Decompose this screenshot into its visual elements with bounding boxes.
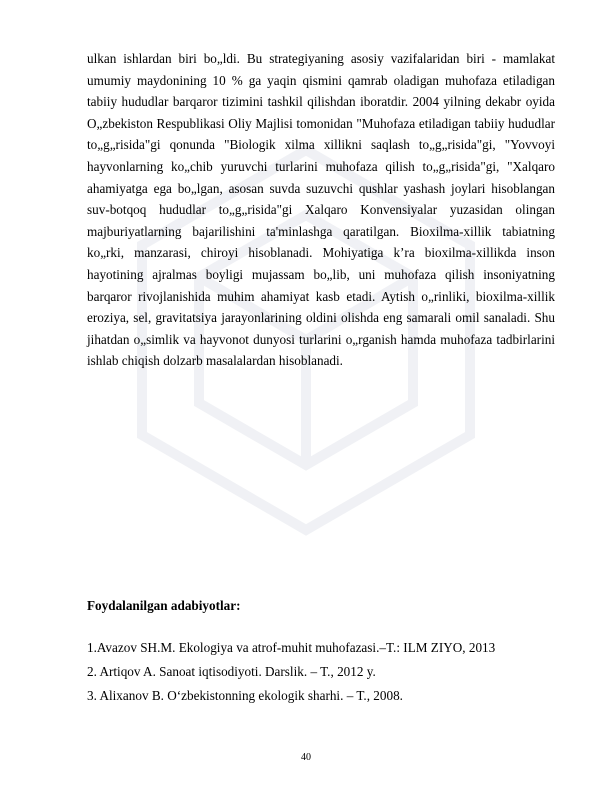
references-list — [87, 636, 557, 708]
references-heading: Foydalanilgan adabiyotlar: — [87, 598, 241, 613]
page-number: 40 — [301, 752, 311, 763]
reference-item: 1.Avazov SH.M. Ekologiya va atrof-muhit muhofazasi.–T.: ILM ZIYO, 2013 — [87, 640, 496, 655]
reference-item: 3. Alixanov B. O‘zbekistonning ekologik sharhi. – T., 2008. — [87, 688, 403, 703]
body-paragraph: ulkan ishlardan biri bo„ldi. Bu strategiyaning asosiy vazifalaridan biri - mamlakat umumiy maydonining 10 % ga yaqin qismini qamrab oladigan muhofaza etiladigan tabiiy hududlar barqaror tizimini tashkil qilishdan iboratdir. 2004 yilning dekabr oyida O„zbekiston Respublikasi Oliy Majlisi tomonidan "Muhofaza etiladigan tabiiy hududlar to„g„risida"gi qonunda "Biologik xilma xillikni saqlash to„g„risida"gi, "Yovvoyi hayvonlarning ko„chib yuruvchi turlarini muhofaza qilish to„g„risida"gi, "Xalqaro ahamiyatga ega bo„lgan, asosan suvda suzuvchi qushlar yashash joylari hisoblangan suv-botqoq hududlar to„g„risida"gi Xalqaro Konvensiyalar yuzasidan olingan majburiyatlarning bajarilishini ta'minlashga qaratilgan. Bioxilma-xillik tabiatning ko„rki, manzarasi, chiroyi hisoblanadi. Mohiyatiga k’ra bioxilma-xillikda inson hayotining ajralmas boyligi mujassam bo„lib, uni muhofaza qilish insoniyatning barqaror rivojlanishida muhim ahamiyat kasb etadi. Aytish o„rinliki, bioxilma-xillik eroziya, sel, gravitatsiya jarayonlarining oldini olishda eng samarali omil sanaladi. Shu jihatdan o„simlik va hayvonot dunyosi turlarini o„rganish hamda muhofaza tadbirlarini ishlab chiqish dolzarb masalalardan hisoblanadi. — [87, 51, 555, 369]
reference-item: 2. Artiqov A. Sanoat iqtisodiyoti. Darslik. – T., 2012 y. — [87, 664, 376, 679]
